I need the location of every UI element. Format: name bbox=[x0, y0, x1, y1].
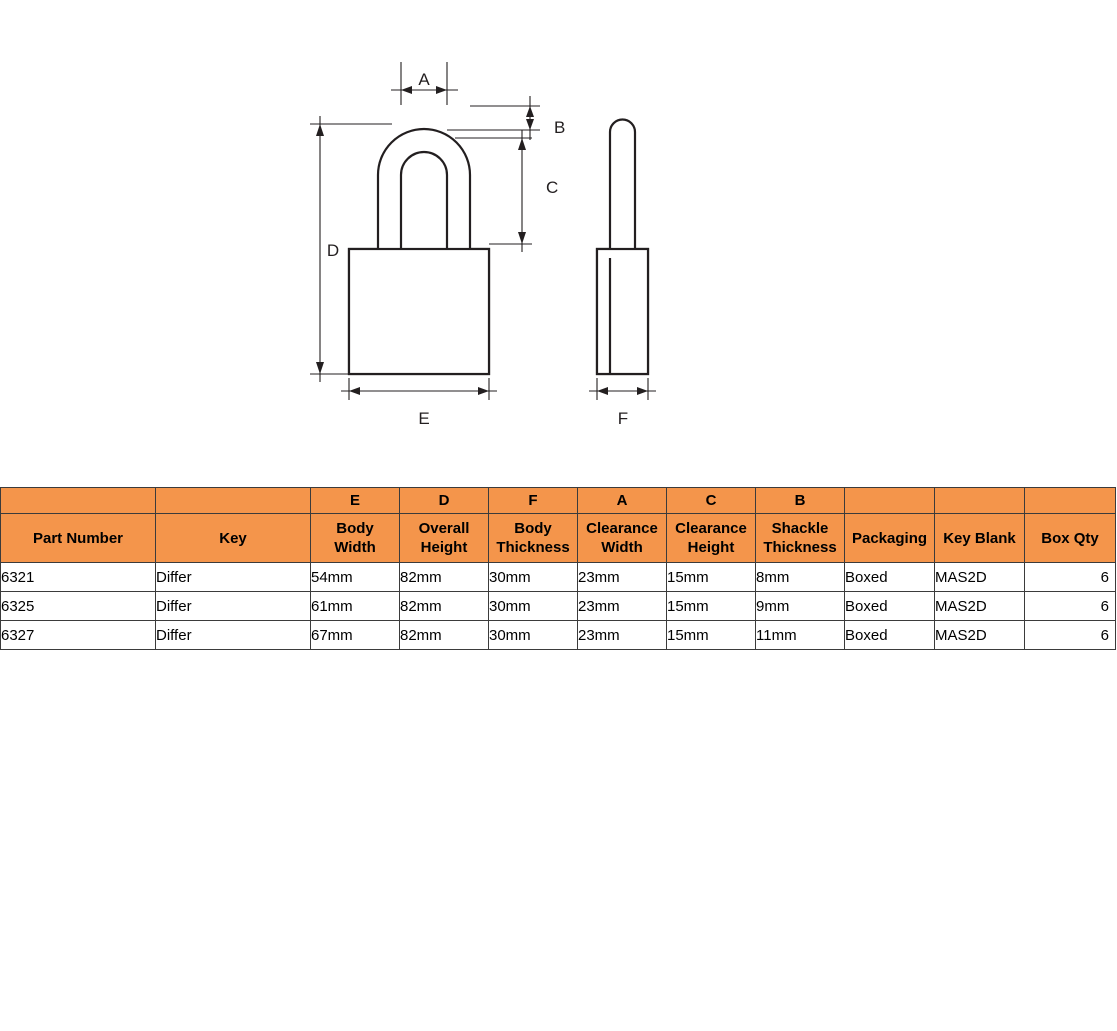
cell-key-blank: MAS2D bbox=[935, 592, 1025, 621]
cell-clearance-height: 15mm bbox=[667, 592, 756, 621]
front-view-shackle bbox=[378, 129, 470, 258]
column-header-overall-height-line1: Overall bbox=[418, 520, 470, 537]
specification-table-container bbox=[0, 487, 1116, 650]
column-header-clearance-width-line1: Clearance bbox=[586, 520, 658, 537]
column-header-shackle-thickness-line2: Thickness bbox=[763, 539, 837, 556]
column-header-box-qty-line1: Box Qty bbox=[1041, 529, 1099, 547]
column-header-key-line1: Key bbox=[219, 529, 247, 547]
column-header-shackle-thickness-line1: Shackle bbox=[771, 520, 829, 537]
dim-cell-blank-3 bbox=[845, 488, 935, 514]
cell-packaging: Boxed bbox=[845, 592, 935, 621]
cell-body-thickness: 30mm bbox=[489, 621, 578, 650]
column-header-clearance-height-line2: Height bbox=[687, 539, 735, 556]
cell-key-blank: MAS2D bbox=[935, 563, 1025, 592]
column-header-clearance-width-line2: Width bbox=[601, 539, 643, 556]
cell-shackle-thickness: 9mm bbox=[756, 592, 845, 621]
column-header-shackle-thickness bbox=[756, 514, 845, 563]
cell-body-thickness: 30mm bbox=[489, 563, 578, 592]
dim-label-E: E bbox=[418, 409, 430, 428]
cell-box-qty: 6 bbox=[1025, 621, 1116, 650]
cell-body-width: 61mm bbox=[311, 592, 400, 621]
column-header-key-blank bbox=[935, 514, 1025, 563]
column-header-overall-height bbox=[400, 514, 489, 563]
specification-table bbox=[0, 487, 1116, 650]
dim-cell-C: C bbox=[667, 488, 756, 514]
dim-cell-E: E bbox=[311, 488, 400, 514]
column-header-clearance-width bbox=[578, 514, 667, 563]
dim-cell-blank-5 bbox=[1025, 488, 1116, 514]
column-header-part-number bbox=[1, 514, 156, 563]
dim-cell-F: F bbox=[489, 488, 578, 514]
table-header-row bbox=[1, 514, 1116, 563]
cell-shackle-thickness: 8mm bbox=[756, 563, 845, 592]
column-header-part-number-line1: Part Number bbox=[32, 529, 124, 547]
table-row bbox=[1, 621, 1116, 650]
cell-body-thickness: 30mm bbox=[489, 592, 578, 621]
cell-box-qty: 6 bbox=[1025, 592, 1116, 621]
column-header-overall-height-line2: Height bbox=[420, 539, 468, 556]
dim-cell-D: D bbox=[400, 488, 489, 514]
column-header-clearance-height-line1: Clearance bbox=[675, 520, 747, 537]
column-header-body-width bbox=[311, 514, 400, 563]
cell-key: Differ bbox=[156, 592, 311, 621]
cell-packaging: Boxed bbox=[845, 563, 935, 592]
dim-cell-B: B bbox=[756, 488, 845, 514]
cell-overall-height: 82mm bbox=[400, 592, 489, 621]
dim-label-B: B bbox=[554, 118, 566, 137]
cell-body-width: 67mm bbox=[311, 621, 400, 650]
dim-cell-blank-2 bbox=[156, 488, 311, 514]
column-header-body-width-line1: Body bbox=[336, 520, 374, 537]
side-view-shackle bbox=[610, 119, 635, 258]
cell-body-width: 54mm bbox=[311, 563, 400, 592]
padlock-diagram-area bbox=[0, 0, 1117, 480]
table-dimension-letters-row bbox=[1, 488, 1116, 514]
table-row bbox=[1, 592, 1116, 621]
cell-key-blank: MAS2D bbox=[935, 621, 1025, 650]
column-header-body-width-line2: Width bbox=[334, 539, 376, 556]
dim-cell-blank-1 bbox=[1, 488, 156, 514]
column-header-body-thickness-line2: Thickness bbox=[496, 539, 570, 556]
cell-overall-height: 82mm bbox=[400, 621, 489, 650]
cell-box-qty: 6 bbox=[1025, 563, 1116, 592]
dim-cell-blank-4 bbox=[935, 488, 1025, 514]
cell-overall-height: 82mm bbox=[400, 563, 489, 592]
column-header-body-thickness-line1: Body bbox=[514, 520, 552, 537]
padlock-diagram-svg bbox=[0, 0, 1117, 480]
column-header-box-qty bbox=[1025, 514, 1116, 563]
table-row bbox=[1, 563, 1116, 592]
cell-clearance-width: 23mm bbox=[578, 592, 667, 621]
dim-label-C: C bbox=[546, 178, 559, 197]
cell-clearance-height: 15mm bbox=[667, 621, 756, 650]
cell-part-number: 6321 bbox=[1, 563, 156, 592]
dim-label-A: A bbox=[418, 70, 430, 89]
cell-key: Differ bbox=[156, 621, 311, 650]
cell-key: Differ bbox=[156, 563, 311, 592]
column-header-body-thickness bbox=[489, 514, 578, 563]
cell-clearance-width: 23mm bbox=[578, 563, 667, 592]
cell-packaging: Boxed bbox=[845, 621, 935, 650]
dim-label-D: D bbox=[326, 241, 340, 260]
column-header-packaging-line1: Packaging bbox=[851, 529, 928, 547]
column-header-clearance-height bbox=[667, 514, 756, 563]
column-header-key bbox=[156, 514, 311, 563]
column-header-packaging bbox=[845, 514, 935, 563]
dim-cell-A: A bbox=[578, 488, 667, 514]
cell-part-number: 6325 bbox=[1, 592, 156, 621]
cell-shackle-thickness: 11mm bbox=[756, 621, 845, 650]
column-header-key-blank-line1: Key Blank bbox=[943, 529, 1016, 547]
cell-clearance-height: 15mm bbox=[667, 563, 756, 592]
dim-label-F: F bbox=[617, 409, 629, 428]
cell-clearance-width: 23mm bbox=[578, 621, 667, 650]
cell-part-number: 6327 bbox=[1, 621, 156, 650]
